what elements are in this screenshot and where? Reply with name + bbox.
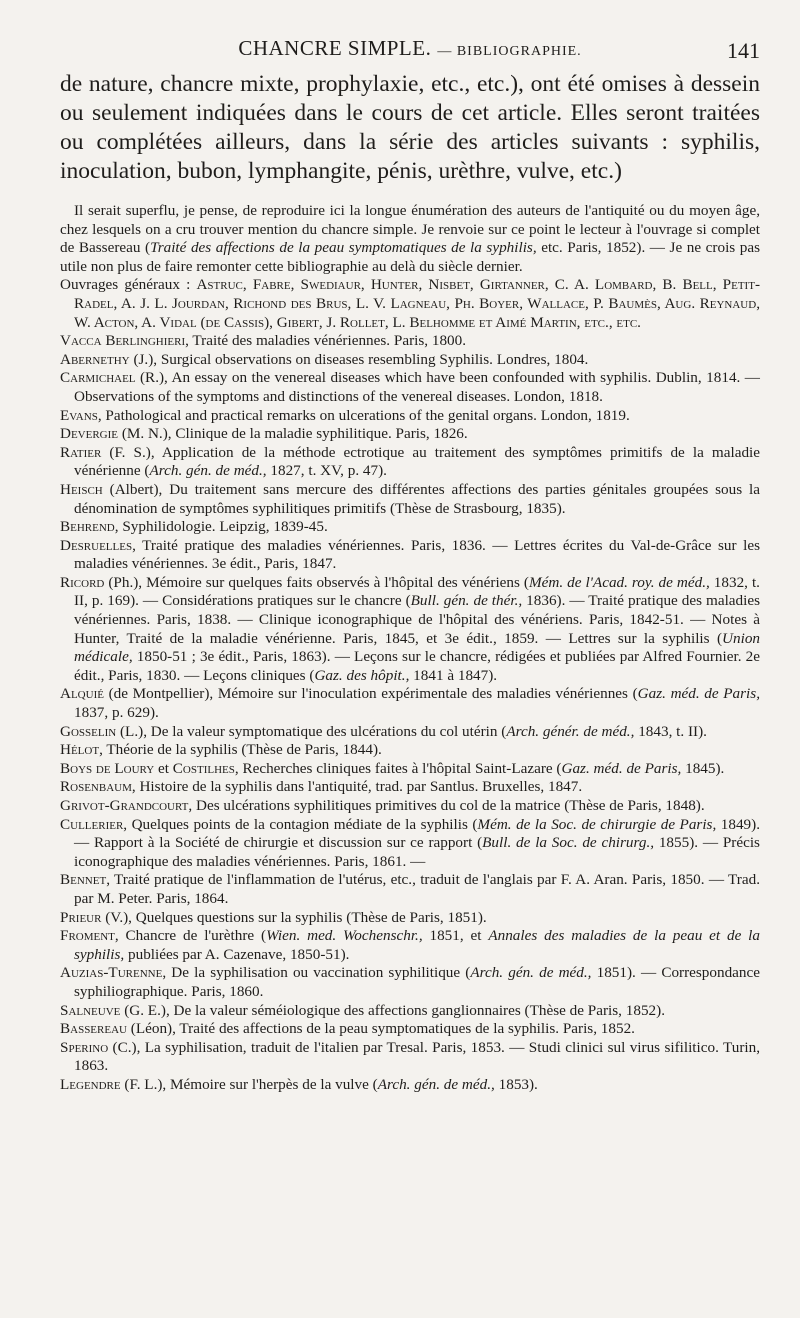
bib-entry: Abernethy (J.), Surgical observations on diseases resembling Syphilis. Londres, 1804.	[60, 350, 589, 368]
bib-entry: Sperino (C.), La syphilisation, traduit de l'italien par Tresal. Paris, 1853. — Studi clinici sul virus sifilitico. Turin, 1863.	[60, 1038, 760, 1075]
author: Gosselin	[60, 722, 117, 740]
general-works-authors: Astruc, Fabre, Swediaur, Hunter, Nisbet, Girtanner, C. A. Lombard, B. Bell, Petit-Radel, A. J. L. Jourdan, Richond des Brus, L. V. Lagneau, Ph. Boyer, Wallace, P. Baumès, Aug. Reynaud, W. Acton, A. Vidal (de Cassis), Gibert, J. Rollet, L. Belhomme et Aimé Martin, etc., etc.	[74, 276, 760, 331]
author: Carmichael	[60, 369, 136, 387]
bib-entry: Grivot-Grandcourt, Des ulcérations syphilitiques primitives du col de la matrice (Thèse de Paris, 1848).	[60, 797, 705, 814]
header-title: CHANCRE SIMPLE.	[238, 36, 432, 60]
author: Boys de Loury	[60, 759, 155, 777]
bib-entry: Hélot, Théorie de la syphilis (Thèse de Paris, 1844).	[60, 741, 382, 759]
bib-entry: Behrend, Syphilidologie. Leipzig, 1839-45.	[60, 518, 328, 536]
bib-entry: Gosselin (L.), De la valeur symptomatique des ulcérations du col utérin (Arch. génér. de méd., 1843, t. II).	[60, 722, 707, 740]
bib-entry: Boys de Loury et Costilhes, Recherches cliniques faites à l'hôpital Saint-Lazare (Gaz. méd. de Paris, 1845).	[60, 759, 725, 777]
author: Abernethy	[60, 350, 130, 368]
author: Costilhes	[172, 759, 235, 777]
author: Heisch	[60, 480, 103, 498]
bib-entry: Froment, Chancre de l'urèthre (Wien. med. Wochenschr., 1851, et Annales des maladies de la peau et de la syphilis, publiées par A. Cazenave, 1850-51).	[60, 927, 760, 963]
page-number: 141	[727, 38, 760, 63]
general-works-label: Ouvrages généraux :	[60, 276, 197, 294]
bib-entry: Vacca Berlinghieri, Traité des maladies vénériennes. Paris, 1800.	[60, 332, 467, 350]
author: Prieur	[60, 908, 102, 926]
running-header	[60, 36, 760, 66]
bib-entry: Cullerier, Quelques points de la contagion médiate de la syphilis (Mém. de la Soc. de chirurgie de Paris, 1849). — Rapport à la Société de chirurgie et discussion sur ce rapport (Bull. de la Soc. de chirurg., 1855). — Précis iconographique des maladies vénériennes. Paris, 1861. —	[60, 815, 760, 870]
author: Grivot-Grandcourt	[60, 797, 189, 814]
bibliography	[60, 202, 760, 1095]
bib-entry: Rosenbaum, Histoire de la syphilis dans l'antiquité, trad. par Santlus. Bruxelles, 1847.	[60, 778, 583, 796]
author: Sperino	[60, 1038, 109, 1056]
bib-entry: Devergie (M. N.), Clinique de la maladie syphilitique. Paris, 1826.	[60, 425, 468, 443]
general-works-entry	[60, 276, 760, 332]
author: Legendre	[60, 1075, 121, 1093]
author: Cullerier	[60, 815, 124, 833]
bib-entry: Ratier (F. S.), Application de la méthode ectrotique au traitement des symptômes primitifs de la maladie vénérienne (Arch. gén. de méd., 1827, t. XV, p. 47).	[60, 443, 760, 480]
author: Desruelles	[60, 536, 133, 554]
author: Bennet	[60, 871, 107, 889]
intro-paragraph: de nature, chancre mixte, prophylaxie, etc., etc.), ont été omises à dessein ou seulement indiquées dans le cours de cet article. Elles seront traitées ou complétées ailleurs, dans la série des articles suivants : syphilis, inoculation, bubon, lymphangite, pénis, urèthre, vulve, etc.)	[60, 71, 760, 184]
header-subtitle: — BIBLIOGRAPHIE.	[437, 44, 582, 59]
bib-entry: Desruelles, Traité pratique des maladies vénériennes. Paris, 1836. — Lettres écrites du Val-de-Grâce sur les maladies vénériennes. 3e édit., Paris, 1847.	[60, 536, 760, 573]
bib-entry: Alquié (de Montpellier), Mémoire sur l'inoculation expérimentale des maladies vénériennes (Gaz. méd. de Paris, 1837, p. 629).	[60, 685, 760, 722]
bib-entry: Heisch (Albert), Du traitement sans mercure des différentes affections des parties génitales groupées sous la dénomination de symptômes syphilitiques primitifs (Thèse de Strasbourg, 1835).	[60, 480, 760, 517]
author: Salneuve	[60, 1001, 121, 1019]
author: Rosenbaum	[60, 778, 132, 796]
author: Auzias-Turenne	[60, 964, 163, 982]
bib-entry: Carmichael (R.), An essay on the venereal diseases which have been confounded with syphilis. Dublin, 1814. — Observations of the symptoms and distinctions of the venereal diseases. London, 1818.	[60, 369, 760, 405]
bib-entry: Auzias-Turenne, De la syphilisation ou vaccination syphilitique (Arch. gén. de méd., 1851). — Correspondance syphiliographique. Paris, 1860.	[60, 964, 760, 1000]
bib-entry: Evans, Pathological and practical remarks on ulcerations of the genital organs. London, 1819.	[60, 406, 630, 424]
author: Behrend	[60, 518, 115, 536]
author: Hélot	[60, 741, 100, 759]
bib-entry: Salneuve (G. E.), De la valeur séméiologique des affections ganglionnaires (Thèse de Paris, 1852).	[60, 1001, 666, 1019]
bib-entry: Ricord (Ph.), Mémoire sur quelques faits observés à l'hôpital des vénériens (Mém. de l'Acad. roy. de méd., 1832, t. II, p. 169). — Considérations pratiques sur le chancre (Bull. gén. de thér., 1836). — Traité pratique des maladies vénériennes. Paris, 1838. — Clinique iconographique de l'hôpital des vénériens. Paris, 1842-51. — Notes à Hunter, Traité de la maladie vénérienne. Paris, 1845, et 3e édit., 1859. — Lettres sur la syphilis (Union médicale, 1850-51 ; 3e édit., Paris, 1863). — Leçons sur le chancre, rédigées et publiées par Alfred Fournier. 2e édit., Paris, 1830. — Leçons cliniques (Gaz. des hôpit., 1841 à 1847).	[60, 573, 760, 684]
author: Devergie	[60, 425, 119, 443]
bib-entry: Legendre (F. L.), Mémoire sur l'herpès de la vulve (Arch. gén. de méd., 1853).	[60, 1075, 538, 1093]
author: Bassereau	[60, 1020, 127, 1038]
bib-entry: Bassereau (Léon), Traité des affections de la peau symptomatiques de la syphilis. Paris, 1852.	[60, 1020, 635, 1038]
author: Ratier	[60, 443, 102, 461]
author: Froment	[60, 927, 115, 945]
author: Evans	[60, 406, 98, 424]
author: Ricord	[60, 573, 105, 591]
author: Vacca Berlinghieri	[60, 332, 186, 350]
bib-entry: Prieur (V.), Quelques questions sur la syphilis (Thèse de Paris, 1851).	[60, 908, 487, 926]
bibliography-intro: Il serait superflu, je pense, de reproduire ici la longue énumération des auteurs de l'antiquité ou du moyen âge, chez lesquels on a cru trouver mention du chancre simple. Je renvoie sur ce point le lecteur à l'ouvrage si complet de Bassereau (Traité des affections de la peau symptomatiques de la syphilis, etc. Paris, 1852). — Je ne crois pas utile non plus de faire remonter cette bibliographie au delà du siècle dernier.	[60, 202, 761, 275]
bib-entry: Bennet, Traité pratique de l'inflammation de l'utérus, etc., traduit de l'anglais par F. A. Aran. Paris, 1850. — Trad. par M. Peter. Paris, 1864.	[60, 871, 760, 907]
author: Alquié	[60, 685, 104, 703]
